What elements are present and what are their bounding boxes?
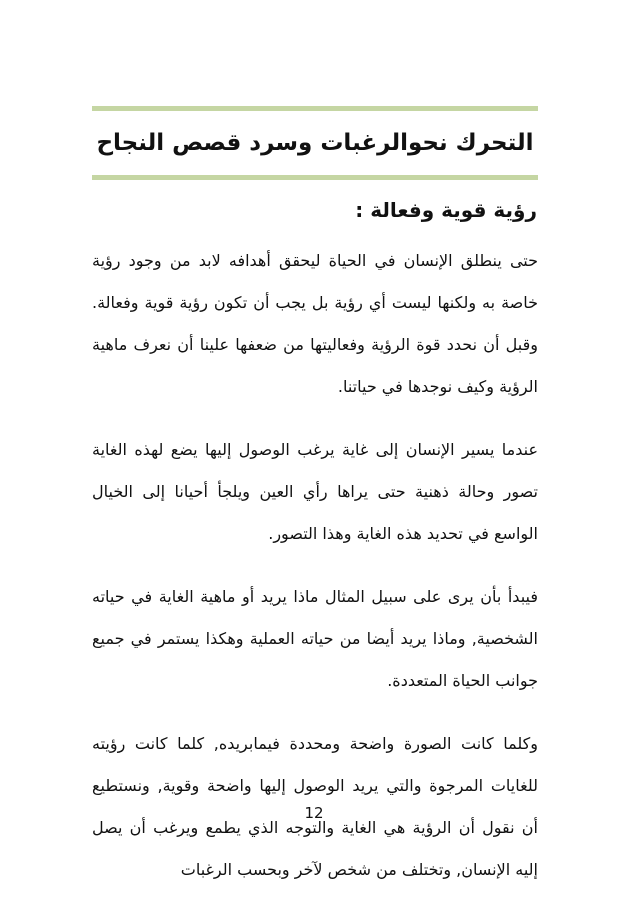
text-line: تصور وحالة ذهنية حتى يراها رأي العين ويلجأ أحيانا إلى الخيال	[92, 482, 538, 501]
title-bottom-rule	[92, 175, 538, 180]
text-line: الشخصية, وماذا يريد أيضا من حياته العملية وهكذا يستمر في جميع	[92, 629, 538, 648]
text-line: فيبدأ بأن يرى على سبيل المثال ماذا يريد أو ماهية الغاية في حياته	[92, 587, 538, 606]
text-line: إليه الإنسان, وتختلف من شخص لآخر وبحسب الرغبات	[180, 860, 538, 879]
text-line: عندما يسير الإنسان إلى غاية يرغب الوصول إليها يضع لهذه الغاية	[92, 440, 538, 459]
paragraph	[92, 576, 538, 702]
text-line: أن نقول أن الرؤية هي الغاية والتوجه الذي يطمع ويرغب أن يصل	[92, 818, 538, 837]
chapter-title: التحرك نحوالرغبات وسرد قصص النجاح	[96, 130, 534, 156]
section-heading: رؤية قوية وفعالة :	[355, 198, 537, 222]
title-top-rule	[92, 106, 538, 111]
text-line: للغايات المرجوة والتي يريد الوصول إليها واضحة وقوية, ونستطيع	[92, 776, 538, 795]
text-line: وكلما كانت الصورة واضحة ومحددة فيمابريده, كلما كانت رؤيته	[92, 734, 538, 753]
text-line: الواسع في تحديد هذه الغاية وهذا التصور.	[268, 524, 538, 543]
paragraph	[92, 429, 538, 555]
text-line: جوانب الحياة المتعددة.	[387, 671, 538, 690]
text-line: حتى ينطلق الإنسان في الحياة ليحقق أهدافه لابد من وجود رؤية	[92, 251, 538, 270]
page-number: 12	[304, 804, 324, 822]
text-line: وقبل أن نحدد قوة الرؤية وفعاليتها من ضعفها علينا أن نعرف ماهية	[92, 335, 538, 354]
text-line: الرؤية وكيف نوجدها في حياتنا.	[337, 377, 538, 396]
paragraph	[92, 240, 538, 408]
text-line: خاصة به ولكنها ليست أي رؤية بل يجب أن تكون رؤية قوية وفعالة.	[92, 293, 538, 312]
